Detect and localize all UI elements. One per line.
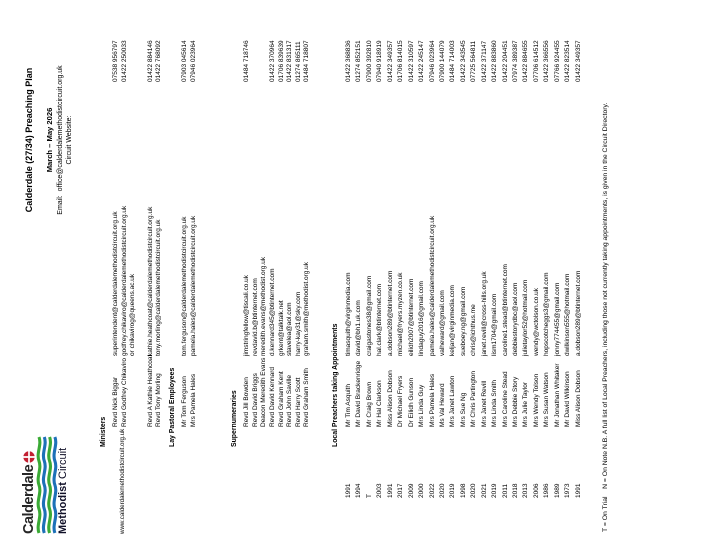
table-row <box>303 0 312 540</box>
table-row <box>181 0 190 540</box>
cell-email: eilidh2007@btinternet.com <box>407 278 415 356</box>
table-row <box>469 0 479 540</box>
cell-email: pamela.hales@calderdalemethodistcircuit.org.uk <box>189 215 197 356</box>
cell-year: 2000 <box>418 483 426 498</box>
table-row <box>278 0 287 540</box>
cell-name: Mr Jonathan Whitaker <box>553 363 561 427</box>
cell-name: Revd John Saville <box>286 374 294 427</box>
table-row <box>459 0 469 540</box>
cell-name: Mrs Caroline Stead <box>501 371 509 427</box>
table-row <box>553 0 563 540</box>
logo-brand-bold: Methodist <box>57 482 69 534</box>
cell-email: graham.smith@methodist.org.uk <box>303 261 311 356</box>
cell-email: or chikavirog@queens.ac.uk <box>129 273 137 356</box>
cell-phone: 01422 245147 <box>418 40 426 82</box>
cell-email: godfrey.chikaviro@calderdalemethodistcircuit.org.uk <box>120 205 128 356</box>
cell-name: Deacon Meredith Evans <box>260 357 268 427</box>
cell-name: Mrs Julie Taylor <box>522 381 530 427</box>
cell-email: valheward@gmail.com <box>438 290 446 356</box>
cell-phone: 01422 204451 <box>501 40 509 82</box>
cell-year: 2019 <box>491 483 499 498</box>
cell-email: kathie.heathcoat@calderdalemethodistcircuit.org.uk <box>146 206 154 356</box>
cell-email: timasquith@virginmedia.com <box>345 272 352 356</box>
cell-year: 1991 <box>345 483 352 498</box>
cell-name: Mrs Janet Revill <box>480 380 488 427</box>
table-row <box>574 0 584 540</box>
cell-email: sueboey.ng@gmail.com <box>459 286 467 356</box>
cell-phone: 01274 852151 <box>355 40 363 82</box>
cell-email: debbiestorydbc@aol.com <box>512 282 519 356</box>
cell-name: Revd A Kathie Heathcoat <box>146 354 154 427</box>
cell-phone: 07706 614512 <box>532 40 540 82</box>
cell-year: 2009 <box>407 483 415 498</box>
cell-phone: 01422 823514 <box>564 40 572 82</box>
table-row <box>542 0 552 540</box>
table-row <box>269 0 278 540</box>
cell-name: Mr Hal Clarkson <box>376 380 384 427</box>
cell-email: meredith.evans@methodist.org.uk <box>260 256 268 356</box>
cell-year: 1989 <box>553 483 561 498</box>
table-row <box>121 0 130 540</box>
cell-year: 2011 <box>501 484 509 498</box>
cell-phone: 01422 349357 <box>386 40 394 82</box>
cell-email: d.kennard345@btinternet.com <box>268 268 276 356</box>
circuit-logo <box>22 432 69 534</box>
cell-phone: 01422 343545 <box>459 40 467 82</box>
table-row <box>112 0 121 540</box>
cell-year: 2017 <box>397 483 405 498</box>
section-heading: Lay Pastoral Employees <box>169 367 176 447</box>
table-row <box>521 0 531 540</box>
table-row <box>243 0 252 540</box>
cell-email: michael@fryers.myzen.co.uk <box>397 272 405 356</box>
cell-name: Mr David Brackenridge <box>355 360 363 427</box>
methodist-orb-icon <box>23 451 35 463</box>
logo-brand-line <box>57 432 69 534</box>
cell-phone: 01484 718807 <box>303 40 311 82</box>
section-heading: Supernumeraries <box>231 390 238 447</box>
cell-year: 1986 <box>543 483 551 498</box>
cell-name: Revd Graham Smith <box>303 368 311 427</box>
cell-name: Revd David Kennard <box>268 367 276 427</box>
cell-phone: 01422 371147 <box>480 40 488 82</box>
cell-name: Mrs Debbie Story <box>512 376 519 427</box>
table-row <box>417 0 427 540</box>
cell-phone: 07538 956797 <box>112 40 119 82</box>
table-row <box>438 0 448 540</box>
document-header <box>24 8 73 272</box>
cell-email: superintendent@calderdalemethodistcircuit.org.uk <box>112 211 119 356</box>
cell-email: grkent@talktalk.net <box>277 300 285 356</box>
cell-name: Revd David Briggs <box>251 373 259 427</box>
cell-name: Revd Tony Morling <box>155 373 163 427</box>
cell-email: pamela.hales@calderdalemethodistcircuit.org.uk <box>428 215 436 356</box>
cell-email: david@bh1.uk.com <box>355 300 363 356</box>
cell-year: 1998 <box>459 483 467 498</box>
circuit-website-url: www.calderdalemethodistcircuit.org.uk <box>119 428 126 534</box>
cell-phone: 01422 370964 <box>268 40 276 82</box>
cell-email: keljan@virginmedia.com <box>449 285 457 356</box>
table-row <box>155 0 164 540</box>
table-row <box>480 0 490 540</box>
cell-phone: 07974 389387 <box>512 40 519 82</box>
section-supernumeraries <box>231 0 312 540</box>
cell-name: Revd Nick Biggar <box>112 376 119 427</box>
cell-name: Mrs Pamela Hales <box>428 373 436 427</box>
cell-name: Dr Eilidh Gunson <box>407 377 415 427</box>
cell-phone: 01422 884655 <box>522 40 530 82</box>
cell-name: Ms Val Heward <box>438 383 446 427</box>
cell-name: Revd Jill Bowden <box>243 377 250 427</box>
cell-phone: 07903 045614 <box>181 40 188 82</box>
table-row <box>252 0 261 540</box>
section-heading: Local Preachers taking Appointments <box>332 323 339 447</box>
logo-brand-regular: Circuit <box>57 447 69 483</box>
table-row <box>286 0 295 540</box>
cell-phone: 01422 884146 <box>146 40 154 82</box>
cell-email: a.dobson289@btinternet.com <box>574 270 582 356</box>
cell-name: Mr Tim Asquith <box>345 384 352 427</box>
cell-phone: 01422 349357 <box>574 40 582 82</box>
cell-email: dwilkinson555@hotmail.com <box>564 273 572 356</box>
cell-year: 1973 <box>564 483 572 498</box>
cell-phone: 01422 831317 <box>286 40 294 82</box>
table-row <box>190 0 199 540</box>
cell-name: Mrs Linda Guy <box>418 384 426 427</box>
cell-name: Revd Godfrey Chikaviro <box>120 358 128 427</box>
cell-year: 1991 <box>574 483 582 498</box>
table-row <box>260 0 269 540</box>
cell-email: tom.ferguson@calderdalemethodistcircuit.org.uk <box>181 216 188 356</box>
cell-phone: 01706 839639 <box>277 40 285 82</box>
cell-email: revdavid.b@btinternet.com <box>251 278 259 356</box>
cell-name: Dr Michael Fryers <box>397 375 405 427</box>
cell-email: jimstringfellow@tiscali.co.uk <box>243 274 250 356</box>
cell-year: 2003 <box>376 483 384 498</box>
table-row <box>407 0 417 540</box>
cell-email: wendy@wctolson.co.uk <box>532 287 540 356</box>
cell-name: Mr Chris Partington <box>470 371 478 427</box>
cell-name: Miss Alison Dobson <box>386 370 394 427</box>
cell-name: Mr David Wilkinson <box>564 371 572 427</box>
cell-name: Miss Alison Dobson <box>574 370 582 427</box>
table-row <box>295 0 304 540</box>
table-row <box>344 0 354 540</box>
cell-phone: 07940 918919 <box>376 40 384 82</box>
plan-period: March – May 2026 <box>45 107 54 173</box>
cell-name: Mr Craig Brown <box>365 381 373 427</box>
cell-phone: 01706 814015 <box>397 40 405 82</box>
cell-email: julietaylor52@hotmail.com <box>522 279 530 356</box>
table-row <box>386 0 396 540</box>
table-row <box>448 0 458 540</box>
cell-phone: 07766 924455 <box>553 40 561 82</box>
cell-email: hal.clark@btinternet.com <box>376 284 384 356</box>
cell-phone: 01422 883860 <box>491 40 499 82</box>
table-row <box>396 0 406 540</box>
table-row <box>511 0 521 540</box>
cell-name: Mrs Susan Watson <box>543 372 551 427</box>
cell-name: Mrs Wendy Tolson <box>532 373 540 427</box>
cell-year: 2022 <box>428 483 436 498</box>
cell-email: jonny774455@gmail.com <box>553 282 561 356</box>
cell-phone: 01274 865111 <box>294 41 302 82</box>
cell-name: Revd Graham Kent <box>277 371 285 427</box>
footer-note: T = On Trial N = On Note N.B. A full list of Local Preachers, including those not currently taking appointments, is given in the Circuit Directory. <box>602 102 609 532</box>
cell-phone: 07946 023964 <box>428 40 436 82</box>
cell-year: 1991 <box>386 483 394 498</box>
cell-name: Mr Tom Ferguson <box>181 376 188 427</box>
section-ministers <box>100 0 164 540</box>
cell-phone: 01422 366556 <box>543 40 551 82</box>
table-row <box>129 0 138 540</box>
cell-email: chris@ichthus.me <box>470 304 478 356</box>
table-row <box>501 0 511 540</box>
website-label: Circuit Website: <box>65 115 73 165</box>
cell-year: T <box>365 494 373 498</box>
section-lay-pastoral-employees <box>169 0 198 540</box>
cell-email: janet.revill@cross-hills.org.uk <box>480 271 488 356</box>
office-email-line: Email: office@calderdalemethodistcircuit.org.uk <box>56 65 64 215</box>
cell-year: 2020 <box>438 483 446 498</box>
cell-name: Mrs Pamela Hales <box>189 373 197 427</box>
cell-email: hopscotcheggs3@gmail.com <box>543 272 551 356</box>
page-title: Calderdale (27/34) Preaching Plan <box>24 67 34 213</box>
table-row <box>428 0 438 540</box>
table-row <box>563 0 573 540</box>
cell-phone: 01422 310597 <box>407 40 415 82</box>
cell-year: 2018 <box>512 483 519 498</box>
cell-email: lindaguy2016@gmail.com <box>418 281 426 356</box>
section-local-preachers-taking-appointments <box>332 0 584 540</box>
cell-email: tony.morling@calderdalemethodistcircuit.org.uk <box>155 219 163 356</box>
cell-name: Mrs Janet Lawton <box>449 375 457 427</box>
cell-phone: 07900 392810 <box>365 40 373 82</box>
table-row <box>147 0 156 540</box>
cell-year: 2019 <box>449 483 457 498</box>
cell-phone: 01484 714003 <box>449 40 457 82</box>
cell-year: 1994 <box>355 483 363 498</box>
table-row <box>375 0 385 540</box>
logo-wordmark-row <box>22 432 37 534</box>
cell-email: harry-kay31@sky.com <box>294 291 302 356</box>
table-row <box>138 0 147 540</box>
logo-wordmark: Calderdale <box>21 464 37 534</box>
cell-name: Mrs Sue Ng <box>459 392 467 427</box>
cell-name: Mrs Linda Smith <box>491 380 499 427</box>
cell-email: a.dobson289@btinternet.com <box>386 270 394 356</box>
table-row <box>365 0 375 540</box>
cell-phone: 01422 250033 <box>120 40 128 82</box>
cell-email: craigastones38@gmail.com <box>365 275 373 356</box>
wavy-stripes-icon <box>36 436 59 534</box>
cell-phone: 07900 144079 <box>438 40 446 82</box>
cell-name: Revd Harry Scott <box>294 377 302 427</box>
cell-phone: 01422 368836 <box>345 40 352 82</box>
cell-email: caroline1.stead@btinternet.com <box>501 264 509 356</box>
cell-phone: 01422 768092 <box>155 40 163 82</box>
table-row <box>490 0 500 540</box>
cell-email: stavelea@aol.com <box>286 302 294 356</box>
section-heading: Ministers <box>100 416 107 447</box>
cell-phone: 01484 718746 <box>243 40 250 82</box>
cell-year: 2020 <box>470 483 478 498</box>
table-row <box>532 0 542 540</box>
cell-year: 2021 <box>480 483 488 498</box>
cell-year: 2006 <box>532 483 540 498</box>
cell-phone: 07725 564811 <box>470 40 478 82</box>
cell-year: 2013 <box>522 483 530 498</box>
cell-email: lism1704@gmail.com <box>491 293 499 356</box>
table-row <box>354 0 364 540</box>
cell-phone: 07946 023964 <box>189 40 197 82</box>
